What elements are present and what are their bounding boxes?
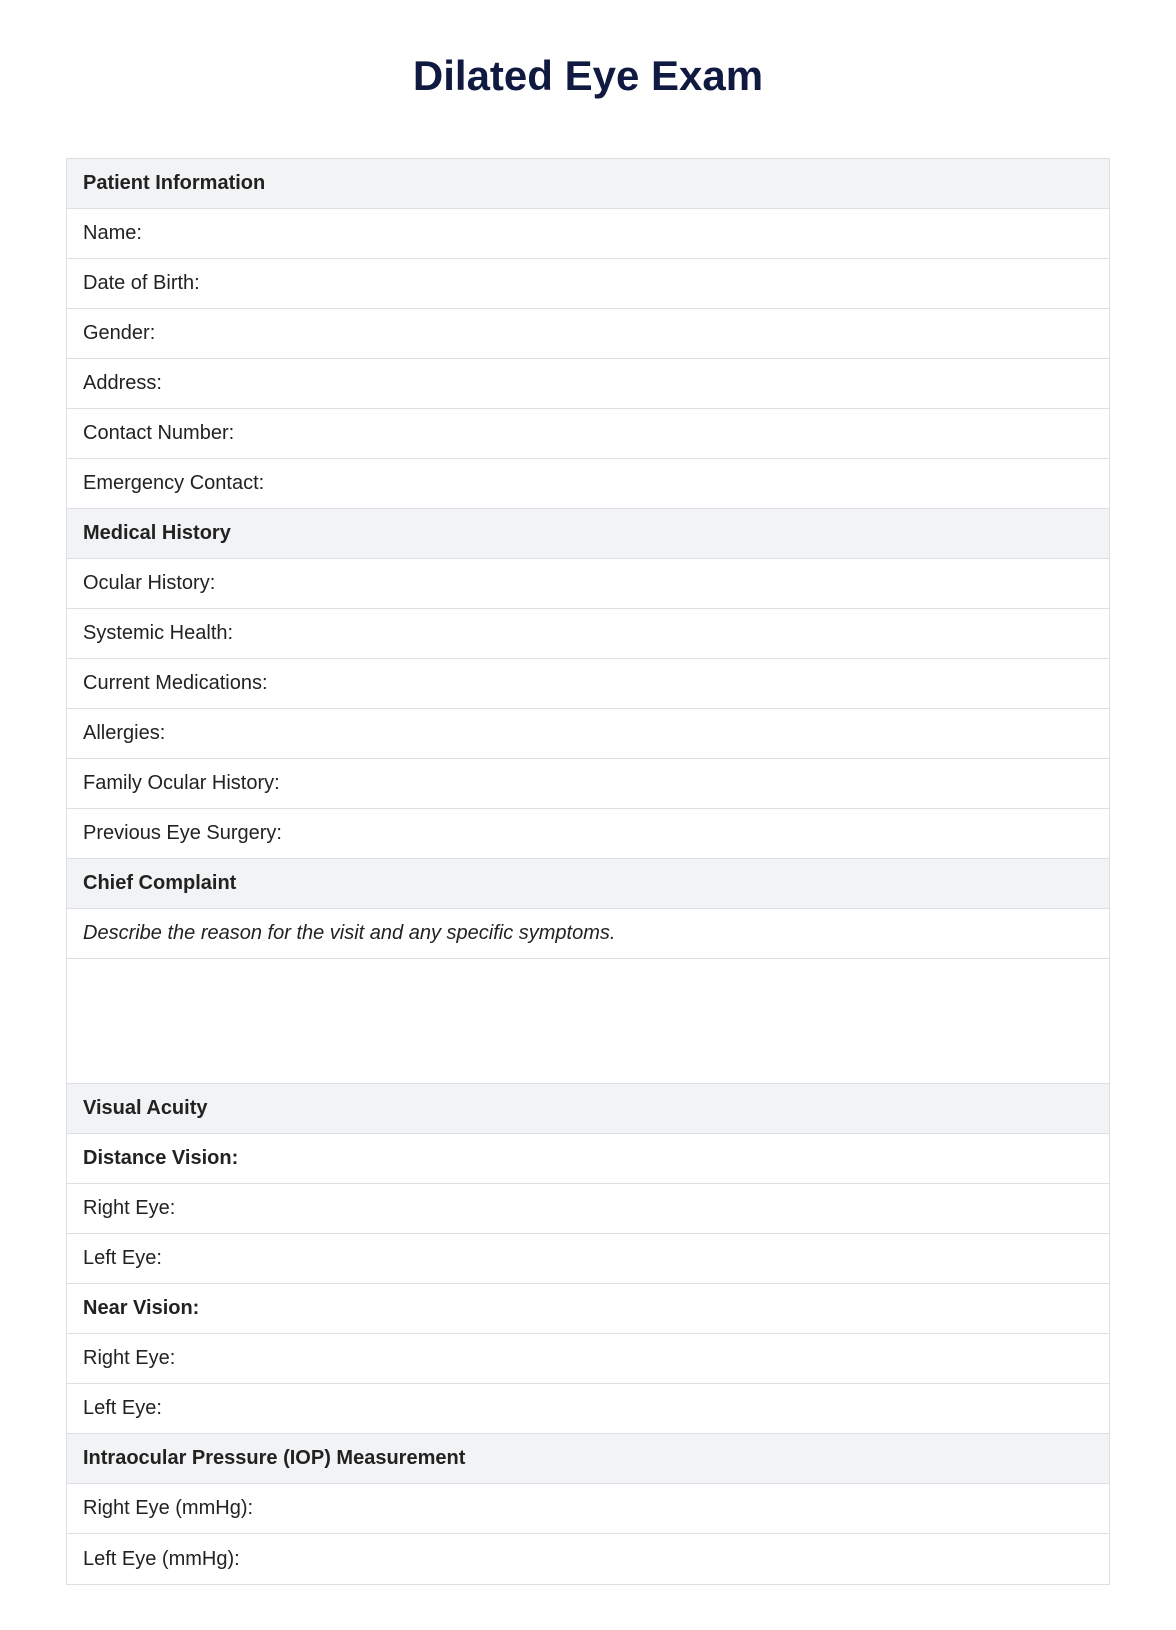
field-distance-left-eye[interactable]: Left Eye: [67, 1234, 1109, 1284]
field-distance-right-eye[interactable]: Right Eye: [67, 1184, 1109, 1234]
distance-vision-label: Distance Vision: [67, 1134, 1109, 1184]
exam-form-table [66, 158, 1110, 1585]
page-title: Dilated Eye Exam [412, 52, 764, 99]
field-current-medications[interactable]: Current Medications: [67, 659, 1109, 709]
field-emergency-contact[interactable]: Emergency Contact: [67, 459, 1109, 509]
field-allergies[interactable]: Allergies: [67, 709, 1109, 759]
field-address[interactable]: Address: [67, 359, 1109, 409]
field-ocular-history[interactable]: Ocular History: [67, 559, 1109, 609]
near-vision-label: Near Vision: [67, 1284, 1109, 1334]
field-name[interactable]: Name: [67, 209, 1109, 259]
field-gender[interactable]: Gender: [67, 309, 1109, 359]
field-near-left-eye[interactable]: Left Eye: [67, 1384, 1109, 1434]
chief-complaint-input-area[interactable] [67, 959, 1109, 1084]
section-header-patient-information: Patient Information [67, 159, 1109, 209]
section-header-medical-history: Medical History [67, 509, 1109, 559]
section-header-chief-complaint: Chief Complaint [67, 859, 1109, 909]
field-previous-eye-surgery[interactable]: Previous Eye Surgery: [67, 809, 1109, 859]
field-date-of-birth[interactable]: Date of Birth: [67, 259, 1109, 309]
field-iop-left-eye[interactable]: Left Eye (mmHg): [83, 1547, 240, 1570]
field-family-ocular-history[interactable]: Family Ocular History: [67, 759, 1109, 809]
field-iop-right-eye[interactable]: Right Eye (mmHg): [67, 1484, 1109, 1534]
field-systemic-health[interactable]: Systemic Health: [67, 609, 1109, 659]
section-header-visual-acuity: Visual Acuity [67, 1084, 1109, 1134]
field-contact-number[interactable]: Contact Number: [67, 409, 1109, 459]
chief-complaint-instruction: Describe the reason for the visit and any specific symptoms. [67, 909, 1109, 959]
field-near-right-eye[interactable]: Right Eye: [67, 1334, 1109, 1384]
section-header-iop: Intraocular Pressure (IOP) Measurement [67, 1434, 1109, 1484]
